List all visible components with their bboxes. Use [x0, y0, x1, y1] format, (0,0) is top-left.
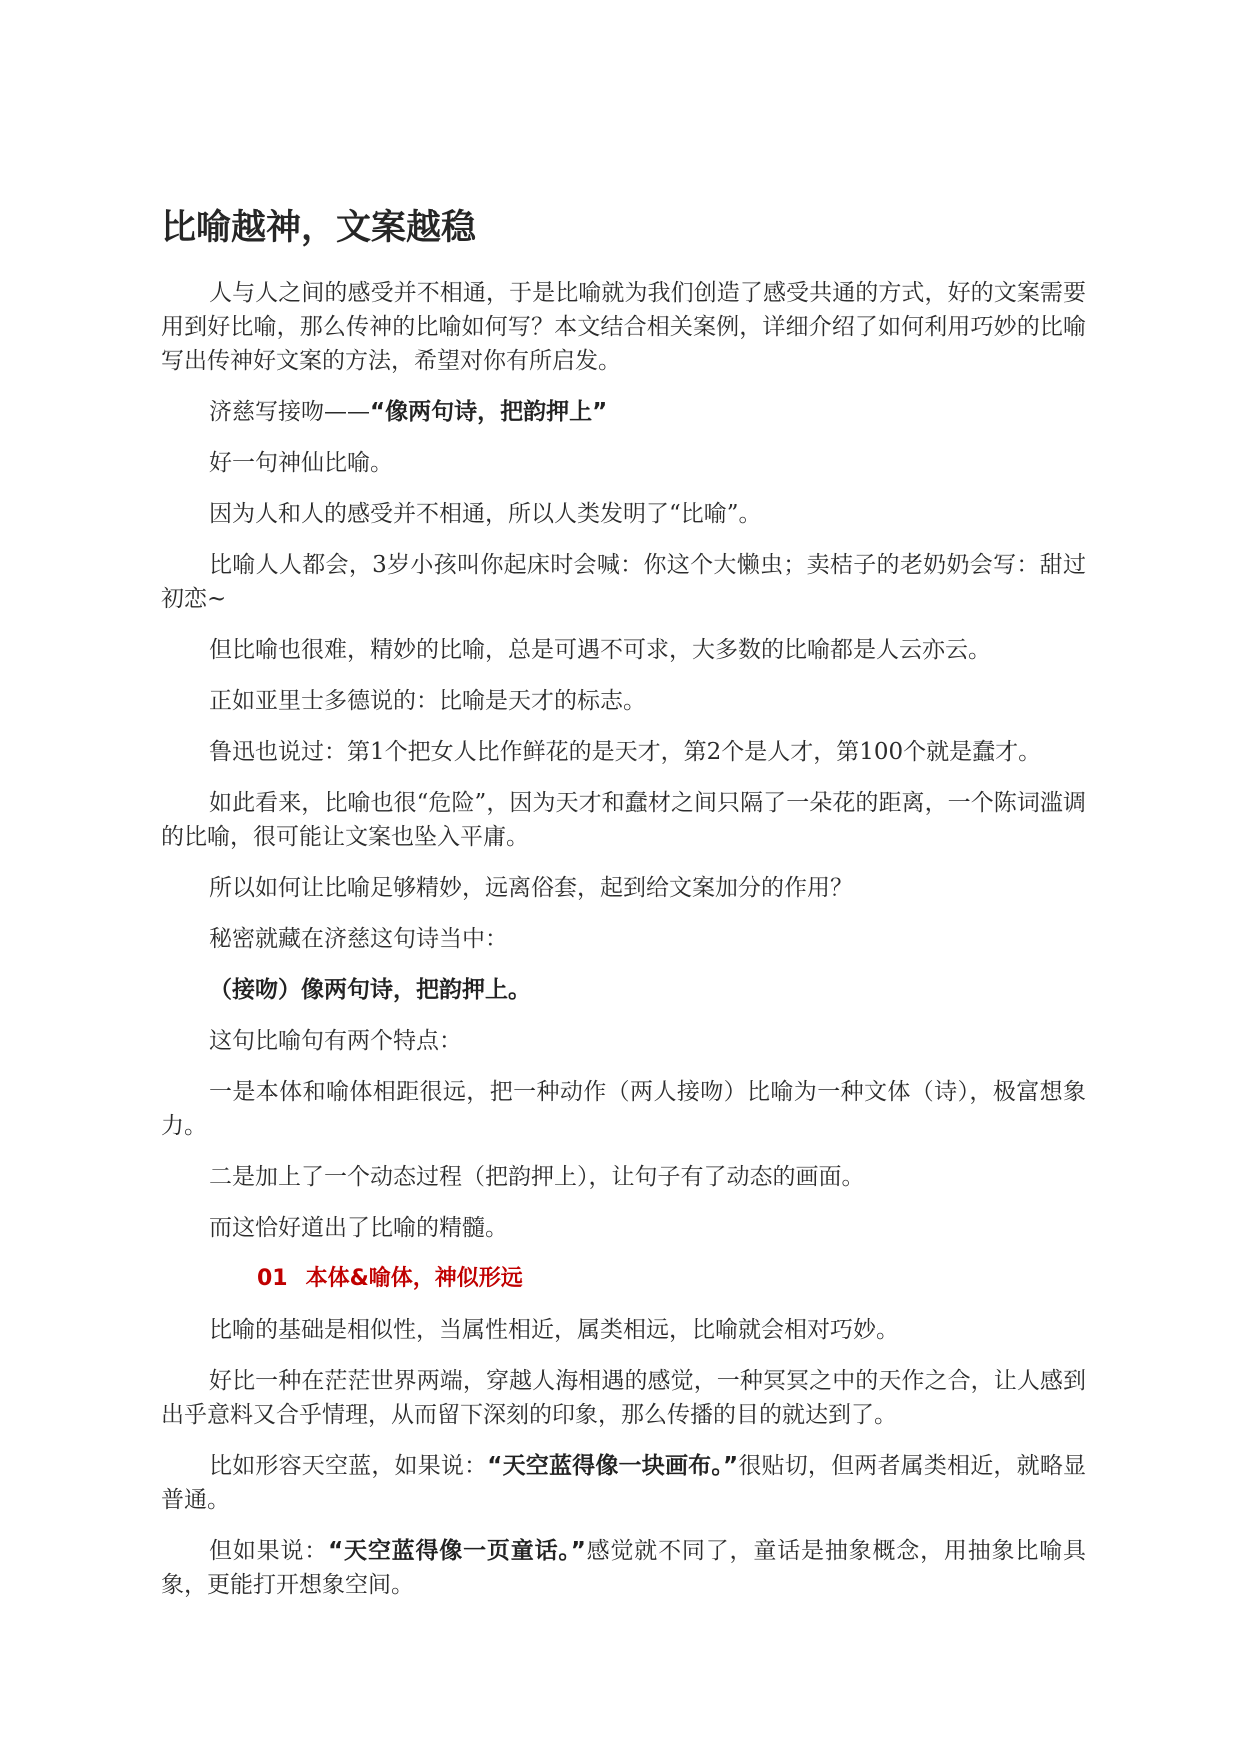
canvas-example-suffix: 很贴切，但两者属类相近，就略显普通。 [161, 1453, 1087, 1513]
fairytale-example-prefix: 但如果说： [209, 1538, 329, 1564]
fairytale-example-quote: “天空蓝得像一页童话。” [328, 1538, 586, 1564]
keats-quote-prefix: 济慈写接吻—— [209, 399, 370, 425]
section1-paragraph-2: 好比一种在茫茫世界两端，穿越人海相遇的感觉，一种冥冥之中的天作之合，让人感到出乎意料又合乎情理，从而留下深刻的印象，那么传播的目的就达到了。 [161, 1368, 1086, 1428]
paragraph-14: 二是加上了一个动态过程（把韵押上），让句子有了动态的画面。 [209, 1164, 865, 1190]
keats-quote-paragraph [161, 395, 1086, 429]
article-body [161, 200, 1086, 1619]
paragraph-4: 比喻人人都会，3岁小孩叫你起床时会喊：你这个大懒虫；卖桔子的老奶奶会写：甜过初恋~ [161, 552, 1086, 612]
paragraph-12: 这句比喻句有两个特点： [209, 1028, 462, 1054]
keats-quote: “像两句诗，把韵押上” [370, 399, 608, 425]
paragraph-7: 鲁迅也说过：第1个把女人比作鲜花的是天才，第2个是人才，第100个就是蠢才。 [209, 739, 1042, 765]
section-heading-text: 本体&喻体，神似形远 [305, 1266, 523, 1291]
paragraph-15: 而这恰好道出了比喻的精髓。 [209, 1215, 508, 1241]
section-heading-01 [161, 1262, 1086, 1296]
paragraph-13: 一是本体和喻体相距很远，把一种动作（两人接吻）比喻为一种文体（诗），极富想象力。 [161, 1079, 1086, 1139]
highlight-quote-paragraph [161, 973, 1086, 1007]
canvas-example-quote: “天空蓝得像一块画布。” [487, 1453, 739, 1479]
intro-paragraph: 人与人之间的感受并不相通，于是比喻就为我们创造了感受共通的方式，好的文案需要用到好比喻，那么传神的比喻如何写？本文结合相关案例，详细介绍了如何利用巧妙的比喻写出传神好文案的方法，希望对你有所启发。 [161, 280, 1086, 374]
section-number: 01 [257, 1266, 288, 1291]
canvas-example-prefix: 比如形容天空蓝，如果说： [209, 1453, 488, 1479]
paragraph-6: 正如亚里士多德说的：比喻是天才的标志。 [209, 688, 646, 714]
article-title: 比喻越神，文案越稳 [161, 208, 477, 248]
paragraph-8: 如此看来，比喻也很“危险”，因为天才和蠢材之间只隔了一朵花的距离，一个陈词滥调的比喻，很可能让文案也坠入平庸。 [161, 790, 1086, 850]
paragraph-3: 因为人和人的感受并不相通，所以人类发明了“比喻”。 [209, 501, 762, 527]
fairytale-example-suffix: 感觉就不同了，童话是抽象概念，用抽象比喻具象，更能打开想象空间。 [161, 1538, 1087, 1598]
paragraph-9: 所以如何让比喻足够精妙，远离俗套，起到给文案加分的作用？ [209, 875, 853, 901]
paragraph-10: 秘密就藏在济慈这句诗当中： [209, 926, 508, 952]
fairytale-example-paragraph [161, 1534, 1086, 1602]
canvas-example-paragraph [161, 1449, 1086, 1517]
section1-paragraph-1: 比喻的基础是相似性，当属性相近，属类相远，比喻就会相对巧妙。 [209, 1317, 899, 1343]
paragraph-5: 但比喻也很难，精妙的比喻，总是可遇不可求，大多数的比喻都是人云亦云。 [209, 637, 991, 663]
highlight-quote: （接吻）像两句诗，把韵押上。 [209, 977, 531, 1003]
paragraph-2: 好一句神仙比喻。 [209, 450, 393, 476]
